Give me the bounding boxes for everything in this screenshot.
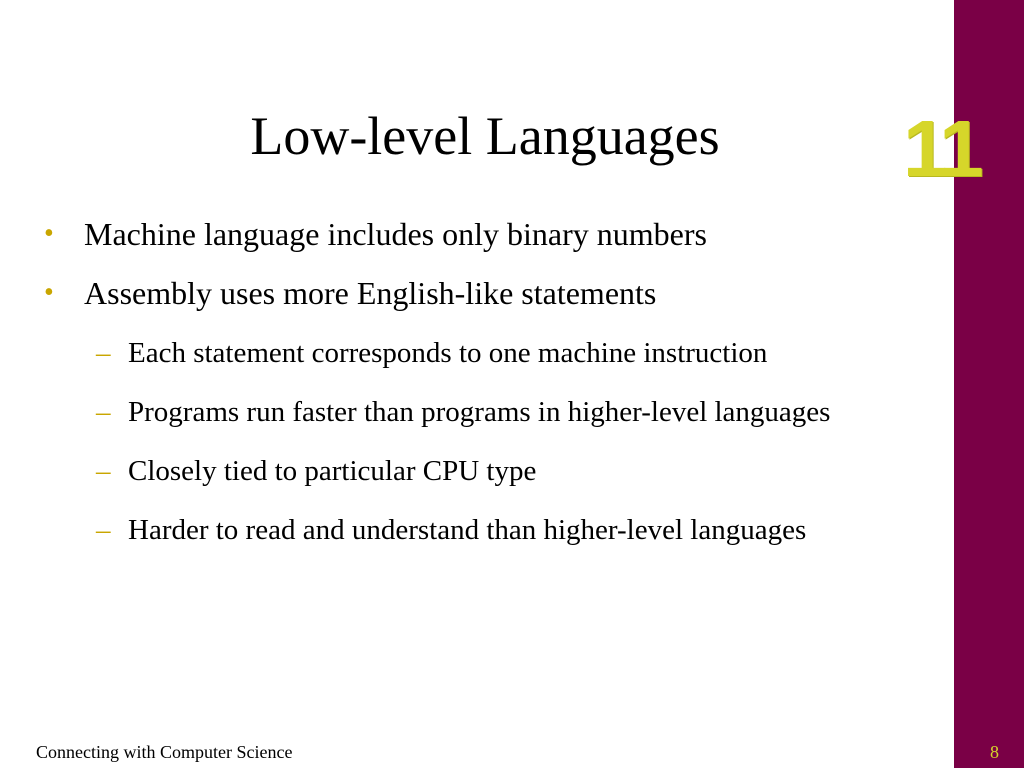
sub-bullet-marker: –: [96, 337, 111, 369]
sub-bullet-text: Programs run faster than programs in higher-level languages: [128, 396, 831, 428]
bullet-marker: •: [44, 277, 54, 308]
bullet-item: [44, 212, 884, 256]
sub-bullet-item: [44, 507, 884, 553]
sub-bullet-marker: –: [96, 514, 111, 546]
sub-bullet-item: [44, 330, 884, 376]
bullet-item: [44, 271, 884, 315]
bullet-list: [44, 212, 884, 566]
sub-bullet-text: Each statement corresponds to one machine instruction: [128, 337, 768, 369]
bullet-marker: •: [44, 218, 54, 249]
sub-bullet-item: [44, 389, 884, 435]
chapter-number: 11: [903, 104, 980, 193]
page-number: 8: [990, 742, 999, 762]
bullet-text: Assembly uses more English-like statements: [84, 275, 657, 311]
sub-bullet-item: [44, 448, 884, 494]
sub-bullet-marker: –: [96, 455, 111, 487]
bullet-text: Machine language includes only binary numbers: [84, 216, 707, 252]
sub-bullet-text: Harder to read and understand than higher-level languages: [128, 514, 807, 546]
sub-bullet-marker: –: [96, 396, 111, 428]
slide-title: Low-level Languages: [250, 106, 720, 166]
footer-course-title: Connecting with Computer Science: [36, 742, 293, 762]
sub-bullet-text: Closely tied to particular CPU type: [128, 455, 537, 487]
